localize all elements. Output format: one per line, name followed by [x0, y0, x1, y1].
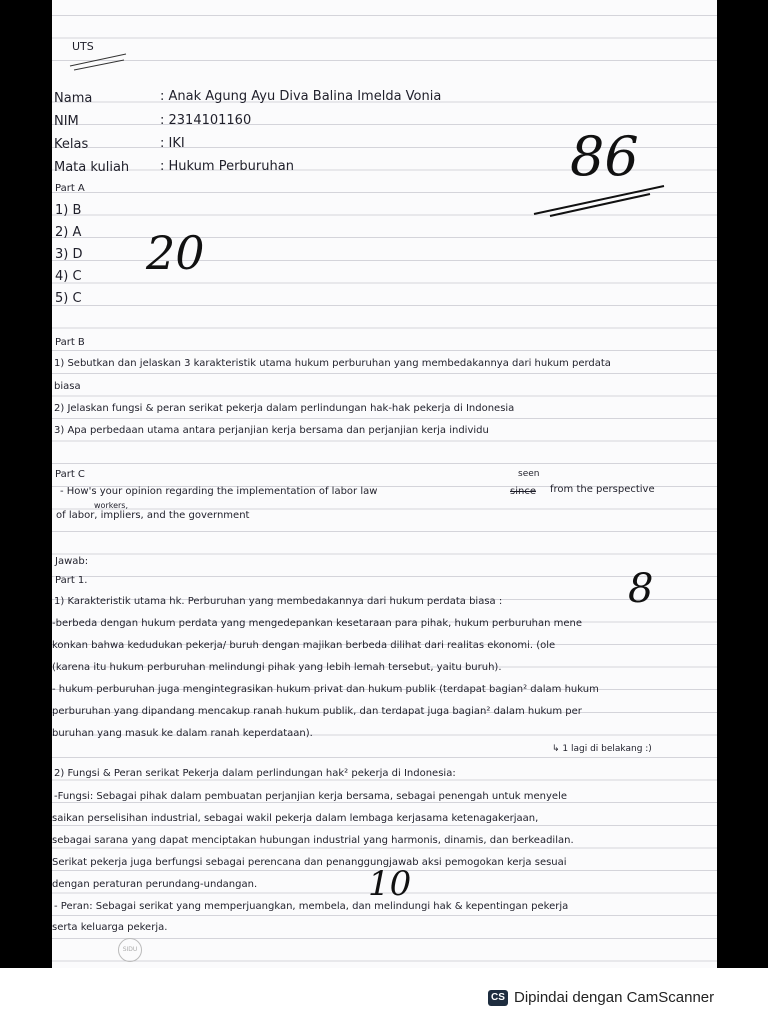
answer-line: saikan perselisihan industrial, sebagai wakil pekerja dalam lembaga kerjasama ketenagakerjaan,	[52, 813, 539, 824]
answer-line: - Peran: Sebagai serikat yang memperjuangkan, membela, dan melindungi hak & kepentingan pekerja	[54, 901, 569, 912]
answer-line: dengan peraturan perundang-undangan.	[52, 879, 258, 890]
part-a-answer: 1) B	[55, 203, 82, 218]
field-value-nama: : Anak Agung Ayu Diva Balina Imelda Vonia	[160, 89, 442, 104]
answer-line: konkan bahwa kedudukan pekerja/ buruh dengan majikan berbeda dilihat dari realitas ekonomi. (ole	[52, 640, 556, 651]
field-label-nama: Nama	[54, 91, 93, 106]
camscanner-watermark: Dipindai dengan CamScanner	[514, 989, 715, 1006]
field-label-nim: NIM	[54, 114, 79, 129]
notebook-page	[52, 0, 717, 968]
q1-score: 8	[628, 566, 654, 612]
jawab-heading: Jawab:	[55, 556, 89, 567]
field-value-nim: : 2314101160	[160, 113, 252, 128]
part-b-heading: Part B	[55, 337, 85, 348]
part-c-line: - How's your opinion regarding the implementation of labor law	[60, 486, 378, 497]
part-c-insert-seen: seen	[518, 469, 540, 479]
field-label-kelas: Kelas	[54, 137, 89, 152]
part-a-heading: Part A	[55, 183, 85, 194]
field-value-kelas: : IKI	[160, 136, 185, 151]
answer-line: -Fungsi: Sebagai pihak dalam pembuatan perjanjian kerja bersama, sebagai penengah untuk menyele	[54, 791, 568, 802]
part-c-insert-workers: workers,	[94, 501, 128, 510]
answer-line: 1) Karakteristik utama hk. Perburuhan yang membedakannya dari hukum perdata biasa :	[54, 596, 503, 607]
answer-line: buruhan yang masuk ke dalam ranah keperdataan).	[52, 728, 313, 739]
total-score: 86	[570, 125, 639, 188]
part-c-struck-word: since	[510, 486, 536, 497]
field-label-matkul: Mata kuliah	[54, 160, 130, 175]
title-underline-icon	[68, 50, 128, 72]
answer-line: serta keluarga pekerja.	[52, 922, 168, 933]
part-b-line: 1) Sebutkan dan jelaskan 3 karakteristik utama hukum perburuhan yang membedakannya dari hukum perdata	[54, 358, 611, 369]
page-stamp: SIDU	[118, 938, 142, 962]
answer-line: -berbeda dengan hukum perdata yang mengedepankan kesetaraan para pihak, hukum perburuhan mene	[52, 618, 583, 629]
camscanner-logo-icon: CS	[488, 990, 508, 1006]
answer-line: 2) Fungsi & Peran serikat Pekerja dalam perlindungan hak² pekerja di Indonesia:	[54, 768, 456, 779]
answer-line: - hukum perburuhan juga mengintegrasikan hukum privat dan hukum publik (terdapat bagian² dalam hukum	[52, 684, 599, 695]
part-c-line: of labor, impliers, and the government	[56, 510, 250, 521]
continue-note: ↳ 1 lagi di belakang :)	[552, 744, 652, 754]
answer-line: (karena itu hukum perburuhan melindungi pihak yang lebih lemah tersebut, yaitu buruh).	[52, 662, 502, 673]
q2-score: 10	[368, 864, 412, 904]
jawab-part: Part 1.	[55, 575, 88, 586]
part-b-line: 3) Apa perbedaan utama antara perjanjian kerja bersama dan perjanjian kerja individu	[54, 425, 489, 436]
page-title: UTS	[72, 40, 94, 53]
field-value-matkul: : Hukum Perburuhan	[160, 159, 294, 174]
part-b-line: biasa	[54, 381, 81, 392]
part-c-heading: Part C	[55, 469, 85, 480]
part-a-answer: 5) C	[55, 291, 82, 306]
answer-line: Serikat pekerja juga berfungsi sebagai perencana dan penanggungjawab aksi pemogokan kerja sesuai	[52, 857, 567, 868]
score-underline-icon	[530, 180, 670, 220]
part-a-answer: 3) D	[55, 247, 83, 262]
part-a-answer: 4) C	[55, 269, 82, 284]
answer-line: sebagai sarana yang dapat menciptakan hubungan industrial yang harmonis, dinamis, dan berkeadilan.	[52, 835, 574, 846]
answer-line: perburuhan yang dipandang mencakup ranah hukum publik, dan terdapat juga bagian² dalam hukum per	[52, 706, 582, 717]
part-a-score: 20	[146, 226, 205, 280]
part-c-line-end: from the perspective	[550, 484, 655, 495]
part-b-line: 2) Jelaskan fungsi & peran serikat pekerja dalam perlindungan hak-hak pekerja di Indonesia	[54, 403, 515, 414]
part-a-answer: 2) A	[55, 225, 82, 240]
